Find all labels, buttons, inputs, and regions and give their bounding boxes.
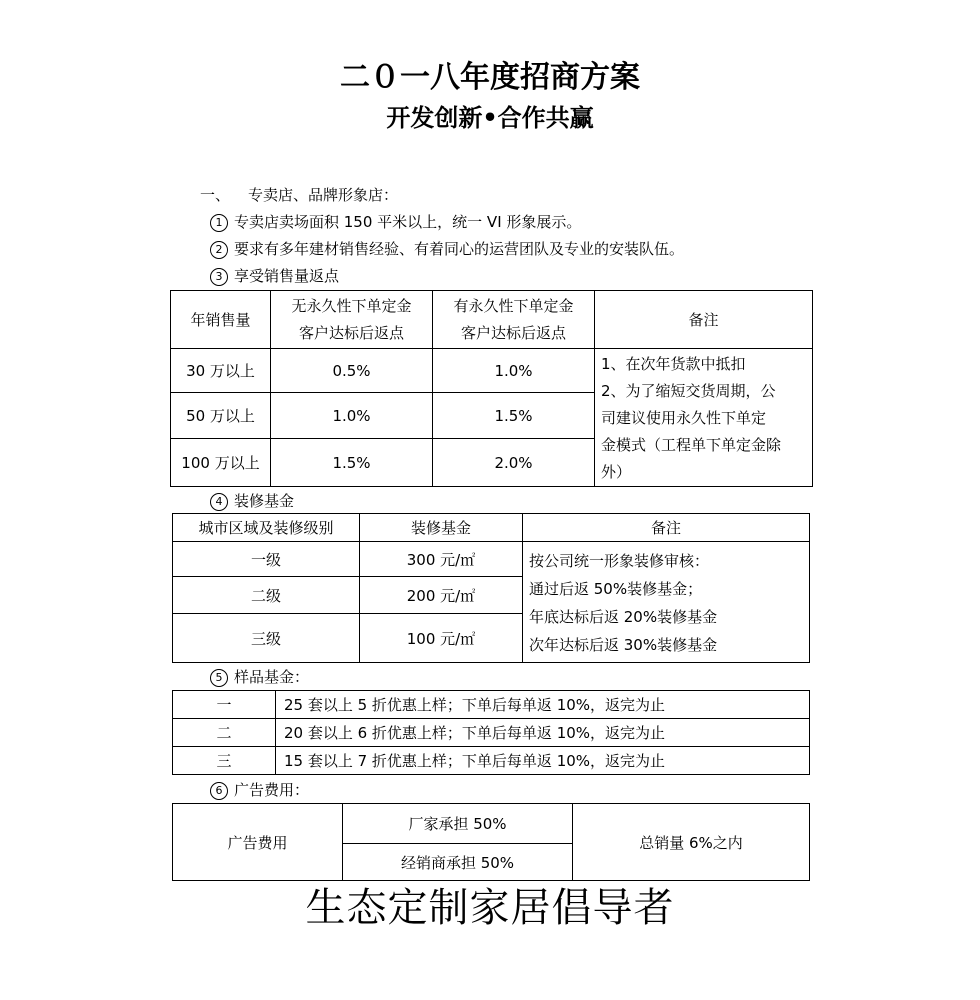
table-row bbox=[173, 542, 810, 577]
decoration-remarks: 按公司统一形象装修审核： 通过后返 50%装修基金； 年底达标后返 20%装修基金 次年达标后返 30%装修基金 bbox=[523, 542, 810, 663]
rebate-with-deposit: 2.0% bbox=[433, 439, 595, 487]
list-item bbox=[210, 265, 339, 287]
section-4-title: 装修基金 bbox=[234, 492, 295, 510]
section-6-title: 广告费用： bbox=[234, 781, 310, 799]
advertising-label: 广告费用 bbox=[173, 804, 343, 881]
fund-amount: 200 元/㎡ bbox=[360, 577, 523, 614]
section-4-heading bbox=[210, 490, 294, 512]
rebate-no-deposit: 1.0% bbox=[271, 393, 433, 439]
section-1-number: 一、 bbox=[200, 186, 231, 204]
city-level: 三级 bbox=[173, 614, 360, 663]
list-item-text: 专卖店卖场面积 150 平米以上，统一 VI 形象展示。 bbox=[234, 213, 582, 231]
list-item-text: 享受销售量返点 bbox=[234, 267, 340, 285]
tier-terms: 15 套以上 7 折优惠上样；下单后每单返 10%，返完为止 bbox=[276, 747, 810, 775]
section-1-title: 专卖店、品牌形象店： bbox=[248, 186, 399, 204]
advertising-table bbox=[172, 803, 810, 881]
tier-label: 一 bbox=[173, 691, 276, 719]
tier-label: 二 bbox=[173, 719, 276, 747]
circled-number-1: 1 bbox=[210, 214, 228, 232]
fund-amount: 100 元/㎡ bbox=[360, 614, 523, 663]
sales-tier: 50 万以上 bbox=[171, 393, 271, 439]
header-rebate-with-deposit: 有永久性下单定金 客户达标后返点 bbox=[433, 291, 595, 349]
sample-fund-table bbox=[172, 690, 810, 775]
tier-label: 三 bbox=[173, 747, 276, 775]
header-city-level: 城市区域及装修级别 bbox=[173, 514, 360, 542]
tier-terms: 20 套以上 6 折优惠上样；下单后每单返 10%，返完为止 bbox=[276, 719, 810, 747]
section-6-heading bbox=[210, 779, 309, 801]
rebate-with-deposit: 1.5% bbox=[433, 393, 595, 439]
city-level: 二级 bbox=[173, 577, 360, 614]
decoration-fund-table bbox=[172, 513, 810, 663]
rebate-with-deposit: 1.0% bbox=[433, 349, 595, 393]
factory-share: 厂家承担 50% bbox=[343, 804, 573, 844]
table-row bbox=[173, 719, 810, 747]
rebate-no-deposit: 0.5% bbox=[271, 349, 433, 393]
document-subtitle: 开发创新•合作共赢 bbox=[386, 103, 594, 132]
footer-slogan: 生态定制家居倡导者 bbox=[305, 885, 675, 931]
header-decoration-fund: 装修基金 bbox=[360, 514, 523, 542]
table-row bbox=[173, 747, 810, 775]
sales-tier: 100 万以上 bbox=[171, 439, 271, 487]
header-remarks: 备注 bbox=[523, 514, 810, 542]
table-row bbox=[173, 804, 810, 844]
section-5-title: 样品基金： bbox=[234, 668, 310, 686]
table-row bbox=[173, 691, 810, 719]
list-item-text: 要求有多年建材销售经验、有着同心的运营团队及专业的安装队伍。 bbox=[234, 240, 685, 258]
rebate-table bbox=[170, 290, 813, 487]
rebate-remarks: 1、在次年货款中抵扣 2、为了缩短交货周期，公 司建议使用永久性下单定 金模式（工程单下单定金除 外） bbox=[595, 349, 813, 487]
circled-number-3: 3 bbox=[210, 268, 228, 286]
circled-number-4: 4 bbox=[210, 493, 228, 511]
list-item bbox=[210, 211, 581, 233]
table-header-row bbox=[171, 291, 813, 349]
rebate-no-deposit: 1.5% bbox=[271, 439, 433, 487]
table-row bbox=[171, 349, 813, 393]
circled-number-2: 2 bbox=[210, 241, 228, 259]
table-header-row bbox=[173, 514, 810, 542]
advertising-total: 总销量 6%之内 bbox=[573, 804, 810, 881]
circled-number-5: 5 bbox=[210, 669, 228, 687]
fund-amount: 300 元/㎡ bbox=[360, 542, 523, 577]
dealer-share: 经销商承担 50% bbox=[343, 844, 573, 881]
section-5-heading bbox=[210, 666, 309, 688]
tier-terms: 25 套以上 5 折优惠上样；下单后每单返 10%，返完为止 bbox=[276, 691, 810, 719]
city-level: 一级 bbox=[173, 542, 360, 577]
header-remarks: 备注 bbox=[595, 291, 813, 349]
document-title: 二０一八年度招商方案 bbox=[340, 60, 640, 95]
header-annual-sales: 年销售量 bbox=[171, 291, 271, 349]
circled-number-6: 6 bbox=[210, 782, 228, 800]
sales-tier: 30 万以上 bbox=[171, 349, 271, 393]
header-rebate-no-deposit: 无永久性下单定金 客户达标后返点 bbox=[271, 291, 433, 349]
list-item bbox=[210, 238, 684, 260]
section-1-heading bbox=[200, 184, 398, 206]
